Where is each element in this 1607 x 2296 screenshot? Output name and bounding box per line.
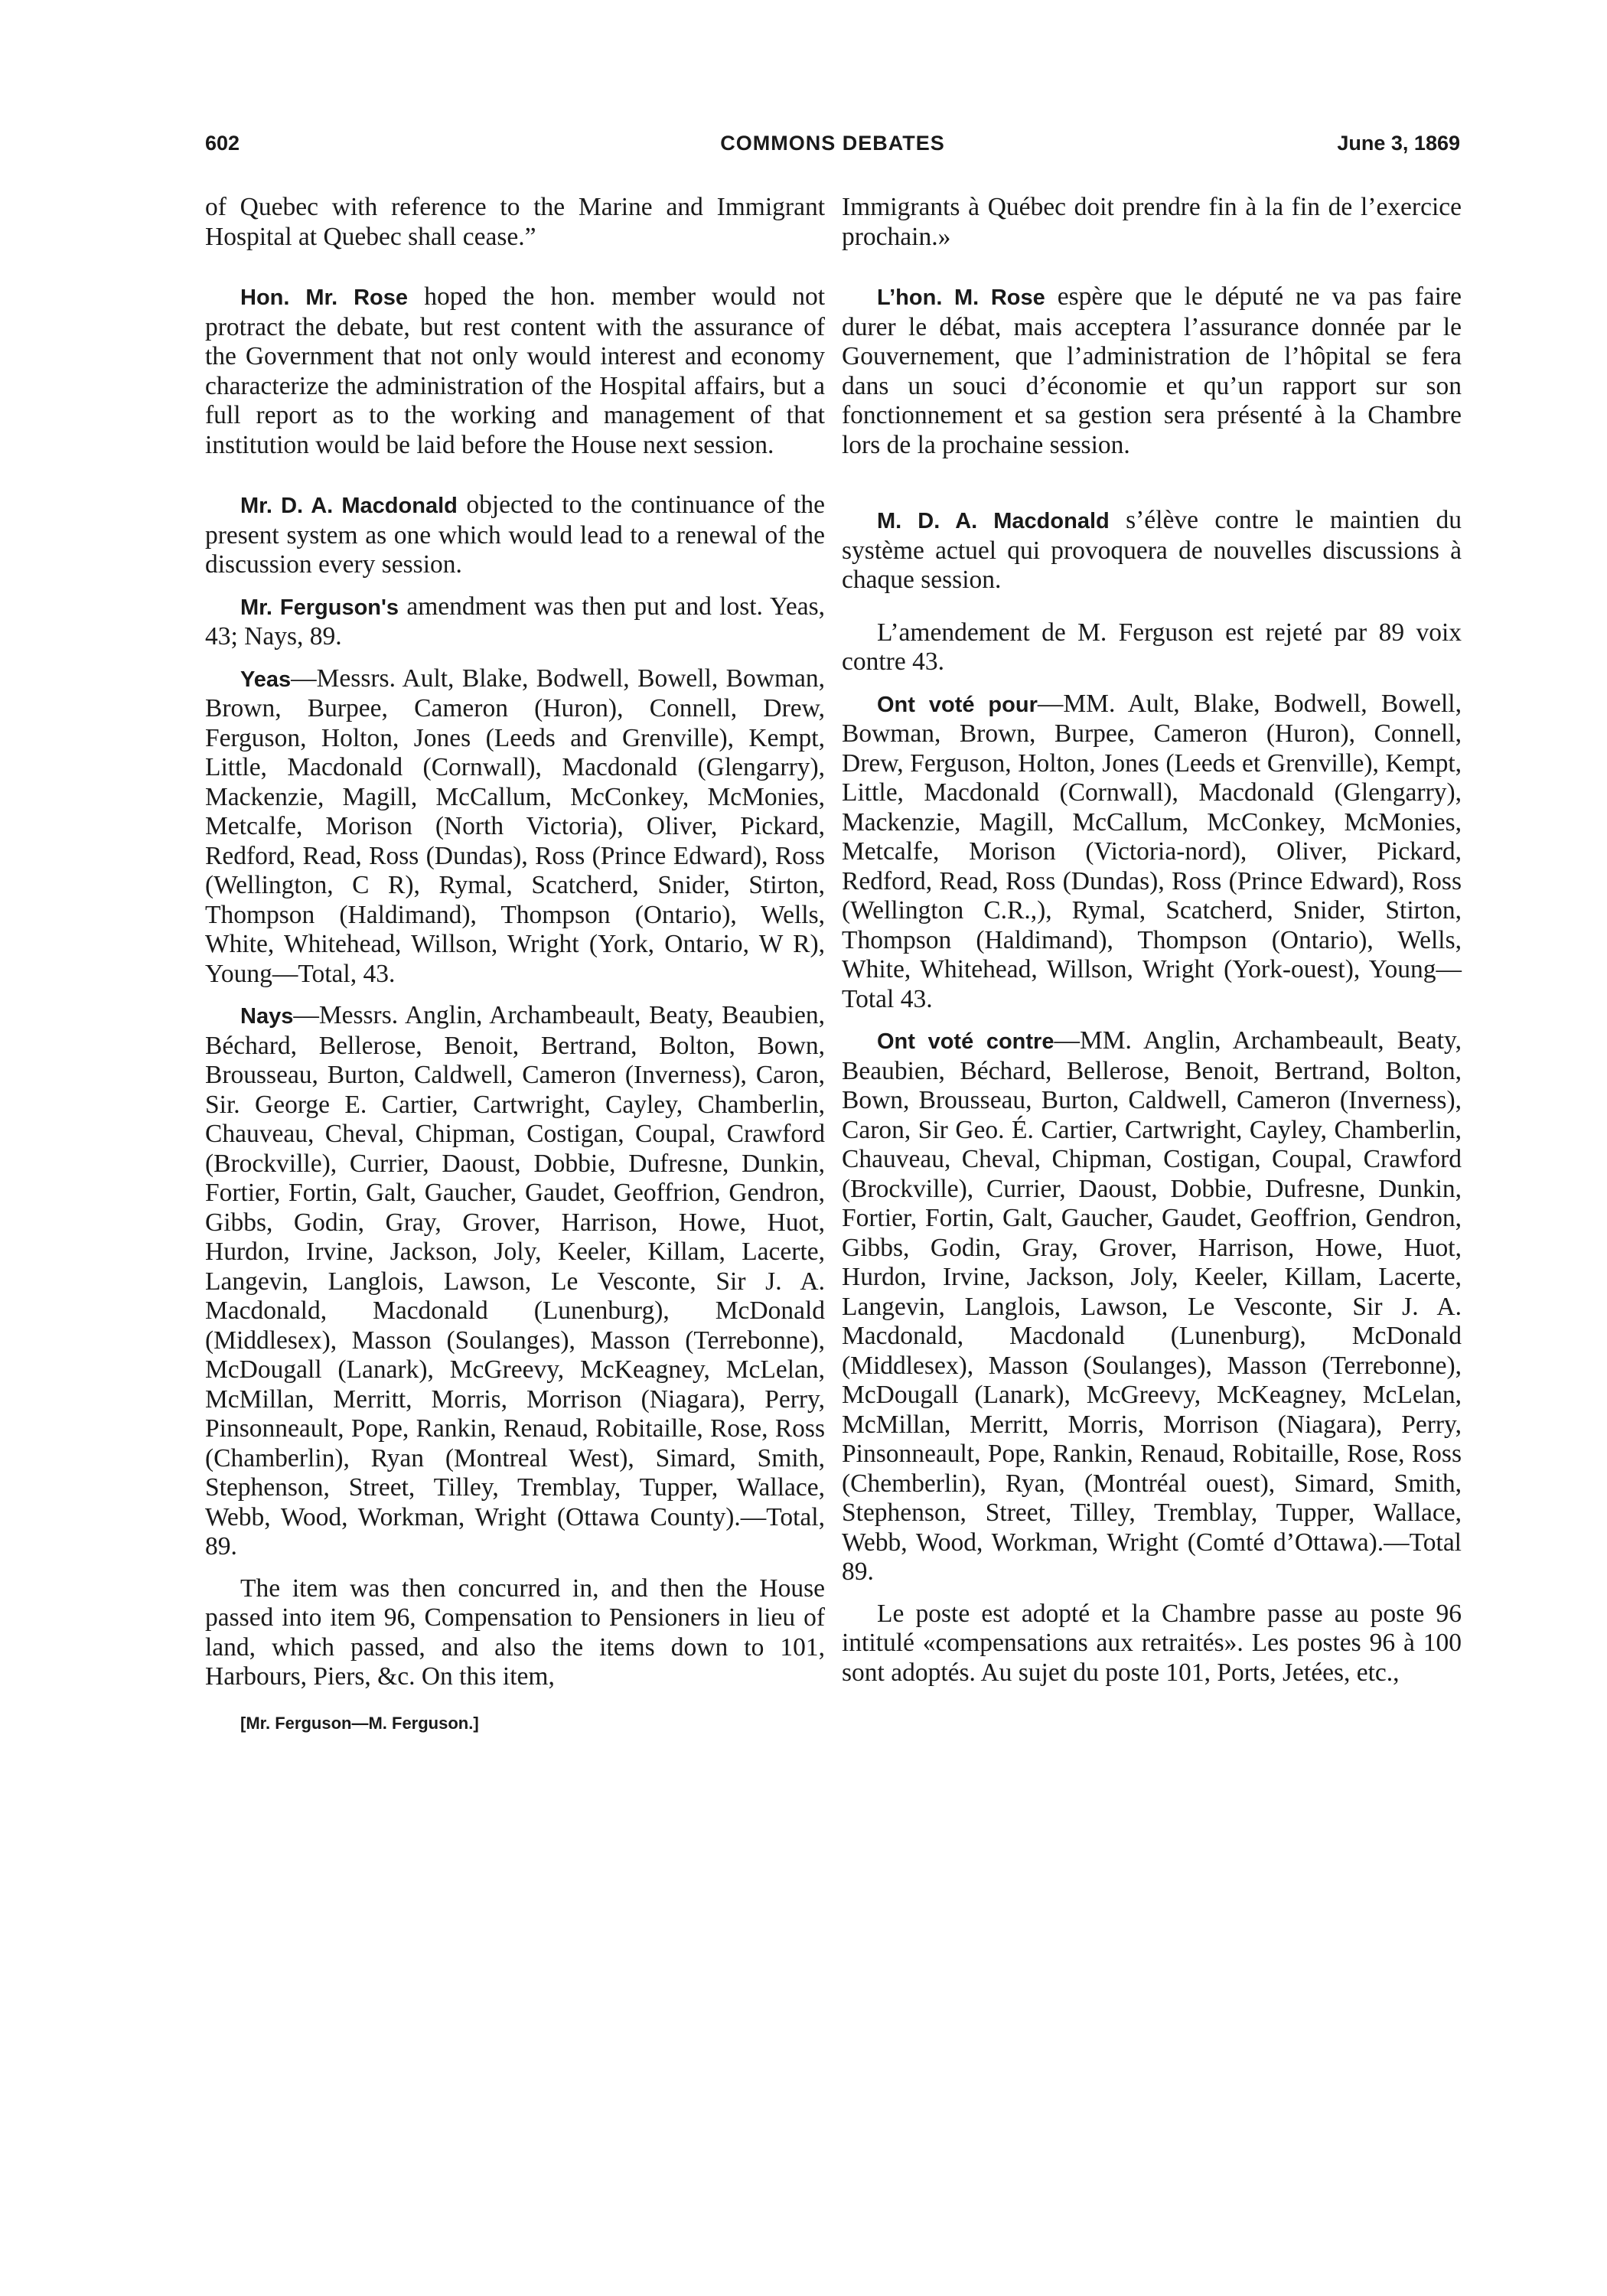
fr-paragraph-nays (842, 1026, 1462, 1587)
en-paragraph-item: The item was then concurred in, and then the House passed into item 96, Compensation to Pensioners in lieu of land, which passed, and also the items down to 101, Harbours, Piers, &c. On this item, (205, 1574, 825, 1691)
en-paragraph-rose (205, 282, 825, 460)
page-header (205, 132, 1460, 162)
en-nays-label: Nays (240, 1004, 294, 1029)
page-date: June 3, 1869 (1337, 132, 1460, 155)
en-macdonald-text: objected to the continuance of the present system as one which would lead to a renewal of the discussion every session. (205, 491, 825, 579)
en-paragraph-1: of Quebec with reference to the Marine and Immigrant Hospital at Quebec shall cease.” (205, 193, 825, 251)
en-rose-text: hoped the hon. member would not protract the debate, but rest content with the assurance of the Government that not only would interest and economy characterize the administration of the Hospital affairs, but a full report as to the working and management of that institution would be laid before the House next session. (205, 282, 825, 459)
fr-nays-list: —MM. Anglin, Archambeault, Beaty, Beaubien, Béchard, Bellerose, Benoit, Bertrand, Bolton, Bown, Brousseau, Burton, Caldwell, Cameron (Inverness), Caron, Sir Geo. É. Cartier, Cartwright, Cayley, Chamberlin, Chauveau, Cheval, Chipman, Costigan, Coupal, Crawford (Brockville), Currier, Daoust, Dobbie, Dufresne, Dunkin, Fortier, Fortin, Galt, Gaucher, Gaudet, Geoffrion, Gendron, Gibbs, Godin, Gray, Grover, Harrison, Howe, Huot, Hurdon, Irvine, Jackson, Joly, Keeler, Killam, Lacerte, Langevin, Langlois, Lawson, Le Vesconte, Sir J. A. Macdonald, Macdonald (Lunenburg), McDonald (Middlesex), Masson (Soulanges), Masson (Terrebonne), McDougall (Lanark), McGreevy, McKeagney, McLelan, McMillan, Merritt, Morris, Morrison (Niagara), Perry, Pinsonneault, Pope, Rankin, Renaud, Robitaille, Rose, Ross (Chemberlin), Ryan, (Montréal ouest), Simard, Smith, Stephenson, Street, Tilley, Tremblay, Tupper, Wallace, Webb, Wood, Workman, Wright (Comté d’Ottawa).—Total 89. (842, 1026, 1462, 1586)
en-yeas-list: —Messrs. Ault, Blake, Bodwell, Bowell, Bowman, Brown, Burpee, Cameron (Huron), Connell, Drew, Ferguson, Holton, Jones (Leeds and Grenville), Kempt, Little, Macdonald (Cornwall), Macdonald (Glengarry), Mackenzie, Magill, McCallum, McConkey, McMonies, Metcalfe, Morison (North Victoria), Oliver, Pickard, Redford, Read, Ross (Dundas), Ross (Prince Edward), Ross (Wellington, C R), Rymal, Scatcherd, Snider, Stirton, Thompson (Haldimand), Thompson (Ontario), Wells, White, Whitehead, Willson, Wright (York, Ontario, W R), Young—Total, 43. (205, 664, 825, 988)
fr-paragraph-item: Le poste est adopté et la Chambre passe au poste 96 intitulé «compensations aux retraités». Les postes 96 à 100 sont adoptés. Au sujet du poste 101, Ports, Jetées, etc., (842, 1599, 1462, 1687)
fr-paragraph-rose (842, 282, 1462, 460)
fr-paragraph-yeas (842, 690, 1462, 1015)
french-column (842, 193, 1462, 1700)
fr-macdonald-text: s’élève contre le maintien du système actuel qui provoquera de nouvelles discussions à chaque session. (842, 506, 1462, 594)
fr-paragraph-1: Immigrants à Québec doit prendre fin à la fin de l’exercice prochain.» (842, 193, 1462, 251)
en-ferguson-text: amendment was then put and lost. Yeas, 43; Nays, 89. (205, 592, 825, 651)
speaker-footnote: [Mr. Ferguson—M. Ferguson.] (240, 1713, 479, 1733)
fr-paragraph-macdonald (842, 506, 1462, 595)
running-title: COMMONS DEBATES (720, 132, 945, 155)
fr-rose-text: espère que le député ne va pas faire durer le débat, mais acceptera l’assurance donnée par le Gouvernement, que l’administration de l’hôpital se fera dans un souci d’économie et qu’un rapport sur son fonctionnement et sa gestion sera présenté à la Chambre lors de la prochaine session. (842, 282, 1462, 459)
en-speaker-macdonald: Mr. D. A. Macdonald (240, 494, 458, 518)
en-paragraph-yeas (205, 664, 825, 990)
en-paragraph-nays (205, 1001, 825, 1562)
fr-nays-label: Ont voté contre (877, 1029, 1054, 1054)
fr-yeas-label: Ont voté pour (877, 692, 1038, 717)
en-speaker-rose: Hon. Mr. Rose (240, 285, 409, 310)
page-number: 602 (205, 132, 240, 155)
en-speaker-ferguson: Mr. Ferguson's (240, 595, 399, 620)
fr-paragraph-amendment: L’amendement de M. Ferguson est rejeté par 89 voix contre 43. (842, 618, 1462, 676)
en-yeas-label: Yeas (240, 667, 292, 692)
english-column (205, 193, 825, 1738)
en-paragraph-ferguson (205, 592, 825, 652)
en-nays-list: —Messrs. Anglin, Archambeault, Beaty, Beaubien, Béchard, Bellerose, Benoit, Bertrand, Bolton, Bown, Brousseau, Burton, Caldwell, Cameron (Inverness), Caron, Sir. George E. Cartier, Cartwright, Cayley, Chamberlin, Chauveau, Cheval, Chipman, Costigan, Coupal, Crawford (Brockville), Currier, Daoust, Dobbie, Dufresne, Dunkin, Fortier, Fortin, Galt, Gaucher, Gaudet, Geoffrion, Gendron, Gibbs, Godin, Gray, Grover, Harrison, Howe, Huot, Hurdon, Irvine, Jackson, Joly, Keeler, Killam, Lacerte, Langevin, Langlois, Lawson, Le Vesconte, Sir J. A. Macdonald, Macdonald (Lunenburg), McDonald (Middlesex), Masson (Soulanges), Masson (Terrebonne), McDougall (Lanark), McGreevy, McKeagney, McLelan, McMillan, Merritt, Morris, Morrison (Niagara), Perry, Pinsonneault, Pope, Rankin, Renaud, Robitaille, Rose, Ross (Chamberlin), Ryan (Montreal West), Simard, Smith, Stephenson, Street, Tilley, Tremblay, Tupper, Wallace, Webb, Wood, Workman, Wright (Ottawa County).—Total, 89. (205, 1001, 825, 1561)
fr-yeas-list: —MM. Ault, Blake, Bodwell, Bowell, Bowman, Brown, Burpee, Cameron (Huron), Connell, Drew, Ferguson, Holton, Jones (Leeds et Grenville), Kempt, Little, Macdonald (Cornwall), Macdonald (Glengarry), Mackenzie, Magill, McCallum, McConkey, McMonies, Metcalfe, Morison (Victoria-nord), Oliver, Pickard, Redford, Read, Ross (Dundas), Ross (Prince Edward), Ross (Wellington C.R.,), Rymal, Scatcherd, Snider, Stirton, Thompson (Haldimand), Thompson (Ontario), Wells, White, Whitehead, Willson, Wright (York-ouest), Young—Total 43. (842, 689, 1462, 1013)
fr-speaker-macdonald: M. D. A. Macdonald (877, 509, 1110, 533)
fr-speaker-rose: L’hon. M. Rose (877, 285, 1045, 310)
en-paragraph-macdonald (205, 491, 825, 580)
